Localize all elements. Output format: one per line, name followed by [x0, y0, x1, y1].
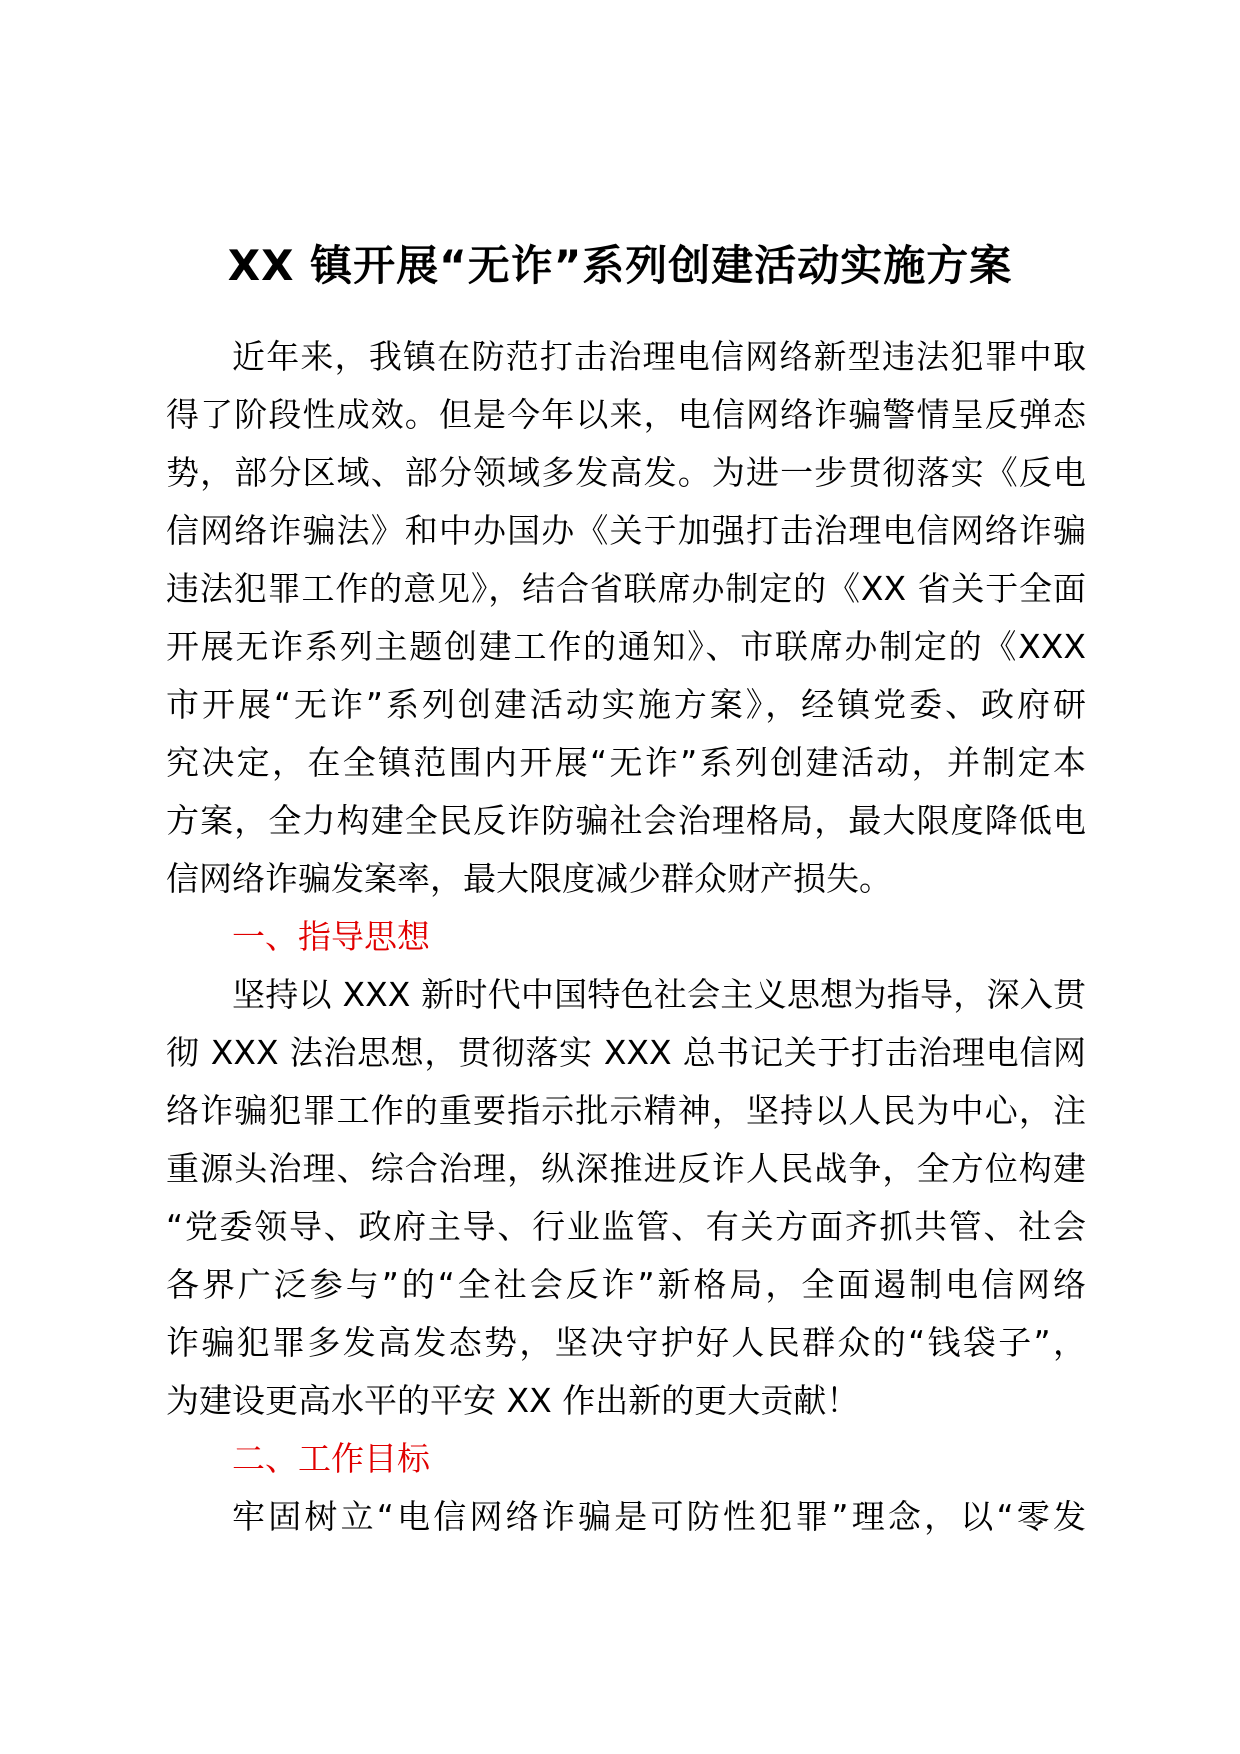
paragraph-line: 信网络诈骗法》和中办国办《关于加强打击治理电信网络诈骗 — [166, 511, 1086, 550]
paragraph-line: 信网络诈骗发案率，最大限度减少群众财产损失。 — [166, 859, 892, 898]
paragraph-line: 各界广泛参与”的“全社会反诈”新格局，全面遏制电信网络 — [166, 1265, 1086, 1304]
paragraph-line: 开展无诈系列主题创建工作的通知》、市联席办制定的《XXX — [166, 627, 1086, 666]
paragraph-line: 违法犯罪工作的意见》，结合省联席办制定的《XX 省关于全面 — [166, 569, 1086, 608]
paragraph-line: 络诈骗犯罪工作的重要指示批示精神，坚持以人民为中心，注 — [166, 1091, 1086, 1130]
section-heading-guiding-thought: 一、指导思想 — [232, 917, 430, 956]
paragraph-line: 为建设更高水平的平安 XX 作出新的更大贡献！ — [166, 1381, 860, 1420]
document-body — [166, 328, 1086, 1546]
document-title: XX 镇开展“无诈”系列创建活动实施方案 — [227, 241, 1013, 290]
paragraph-line: 重源头治理、综合治理，纵深推进反诈人民战争，全方位构建 — [166, 1149, 1086, 1188]
paragraph-line: 市开展“无诈”系列创建活动实施方案》，经镇党委、政府研 — [166, 685, 1086, 724]
paragraph-line: 牢固树立“电信网络诈骗是可防性犯罪”理念，以“零发 — [232, 1497, 1086, 1536]
paragraph-line: 诈骗犯罪多发高发态势，坚决守护好人民群众的“钱袋子”， — [166, 1323, 1086, 1362]
paragraph-line: 究决定，在全镇范围内开展“无诈”系列创建活动，并制定本 — [166, 743, 1086, 782]
paragraph-line: 得了阶段性成效。但是今年以来，电信网络诈骗警情呈反弹态 — [166, 395, 1086, 434]
paragraph-line: “党委领导、政府主导、行业监管、有关方面齐抓共管、社会 — [166, 1207, 1086, 1246]
paragraph-line: 方案，全力构建全民反诈防骗社会治理格局，最大限度降低电 — [166, 801, 1086, 840]
paragraph-line: 彻 XXX 法治思想，贯彻落实 XXX 总书记关于打击治理电信网 — [166, 1033, 1086, 1072]
paragraph-line: 近年来，我镇在防范打击治理电信网络新型违法犯罪中取 — [232, 337, 1086, 376]
paragraph-line: 势，部分区域、部分领域多发高发。为进一步贯彻落实《反电 — [166, 453, 1086, 492]
paragraph-line: 坚持以 XXX 新时代中国特色社会主义思想为指导，深入贯 — [232, 975, 1086, 1014]
section-heading-work-goals: 二、工作目标 — [232, 1439, 430, 1478]
